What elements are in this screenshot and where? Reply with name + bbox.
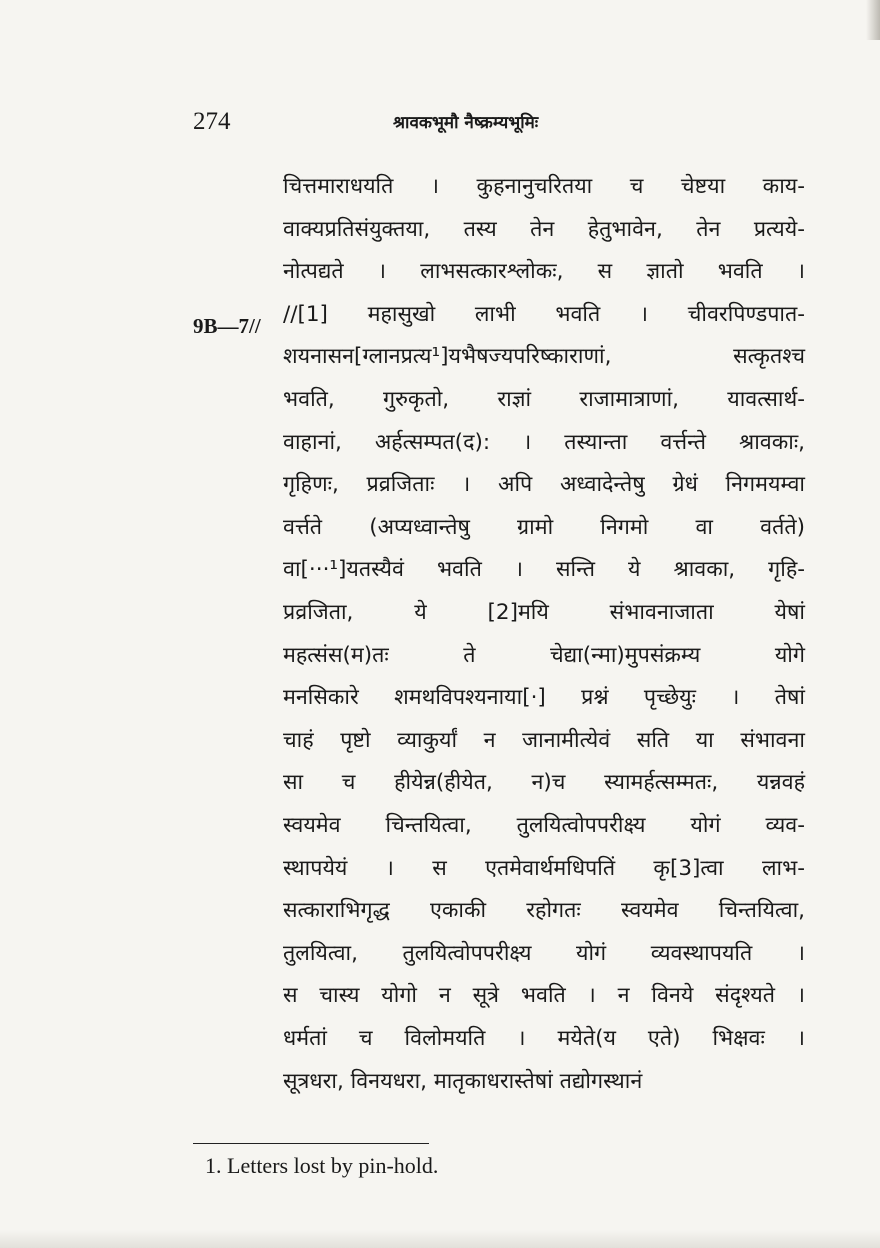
text-line: //[1] महासुखो लाभी भवति । चीवरपिण्डपात-	[283, 302, 805, 327]
text-line: वाक्यप्रतिसंयुक्तया, तस्य तेन हेतुभावेन, तेन प्रत्यये-	[283, 217, 805, 242]
text-line: सूत्रधरा, विनयधरा, मातृकाधरास्तेषां तद्योगस्थानं	[283, 1069, 643, 1094]
text-line: सा च हीयेन्न(हीयेत, न)च स्यामर्हत्सम्मतः, यन्नवहं	[283, 770, 805, 795]
footnote-rule	[193, 1143, 429, 1144]
text-line: सत्काराभिगृद्ध एकाकी रहोगतः स्वयमेव चिन्तयित्वा,	[283, 898, 805, 923]
page-number: 274	[193, 108, 231, 135]
margin-reference: 9B—7//	[193, 314, 261, 338]
text-line: स्थापयेयं । स एतमेवार्थमधिपतिं कृ[3]त्वा लाभ-	[283, 856, 805, 881]
text-line: प्रव्रजिता, ये [2]मयि संभावनाजाता येषां	[283, 600, 805, 625]
text-line: मनसिकारे शमथविपश्यनाया[·] प्रश्नं पृच्छेयुः । तेषां	[283, 685, 805, 710]
running-title: श्रावकभूमौ नैष्क्रम्यभूमिः	[393, 113, 539, 133]
text-line: स्वयमेव चिन्तयित्वा, तुलयित्वोपपरीक्ष्य योगं व्यव-	[283, 813, 805, 838]
text-line: तुलयित्वा, तुलयित्वोपपरीक्ष्य योगं व्यवस्थापयति ।	[283, 941, 805, 966]
scan-corner-shadow	[866, 0, 880, 40]
text-line: वा[···¹]यतस्यैवं भवति । सन्ति ये श्रावका, गृहि-	[283, 557, 805, 582]
text-line: गृहिणः, प्रव्रजिताः । अपि अध्वादेन्तेषु ग्रेधं निगमयम्वा	[283, 472, 805, 497]
text-line: वर्त्तते (अप्यध्वान्तेषु ग्रामो निगमो वा वर्तते)	[283, 515, 805, 540]
scan-bottom-edge	[0, 1230, 880, 1248]
text-line: शयनासन[ग्लानप्रत्य¹]यभैषज्यपरिष्काराणां, सत्कृतश्च	[283, 344, 805, 369]
text-line: स चास्य योगो न सूत्रे भवति । न विनये संदृश्यते ।	[283, 983, 805, 1008]
text-line: धर्मतां च विलोमयति । मयेते(य एते) भिक्षवः ।	[283, 1026, 805, 1051]
page-header	[193, 108, 805, 144]
footnote: 1. Letters lost by pin-hold.	[205, 1153, 439, 1178]
text-line: वाहानां, अर्हत्सम्पत(द): । तस्यान्ता वर्त्तन्ते श्रावकाः,	[283, 430, 805, 455]
text-line: महत्संस(म)तः ते चेद्या(न्मा)मुपसंक्रम्य योगे	[283, 643, 805, 668]
text-line: चाहं पृष्टो व्याकुर्यां न जानामीत्येवं सति या संभावना	[283, 728, 805, 753]
text-line: चित्तमाराधयति । कुहनानुचरितया च चेष्टया काय-	[283, 174, 805, 199]
text-line: नोत्पद्यते । लाभसत्कारश्लोकः, स ज्ञातो भवति ।	[283, 259, 805, 284]
text-line: भवति, गुरुकृतो, राज्ञां राजामात्राणां, यावत्सार्थ-	[283, 387, 805, 412]
